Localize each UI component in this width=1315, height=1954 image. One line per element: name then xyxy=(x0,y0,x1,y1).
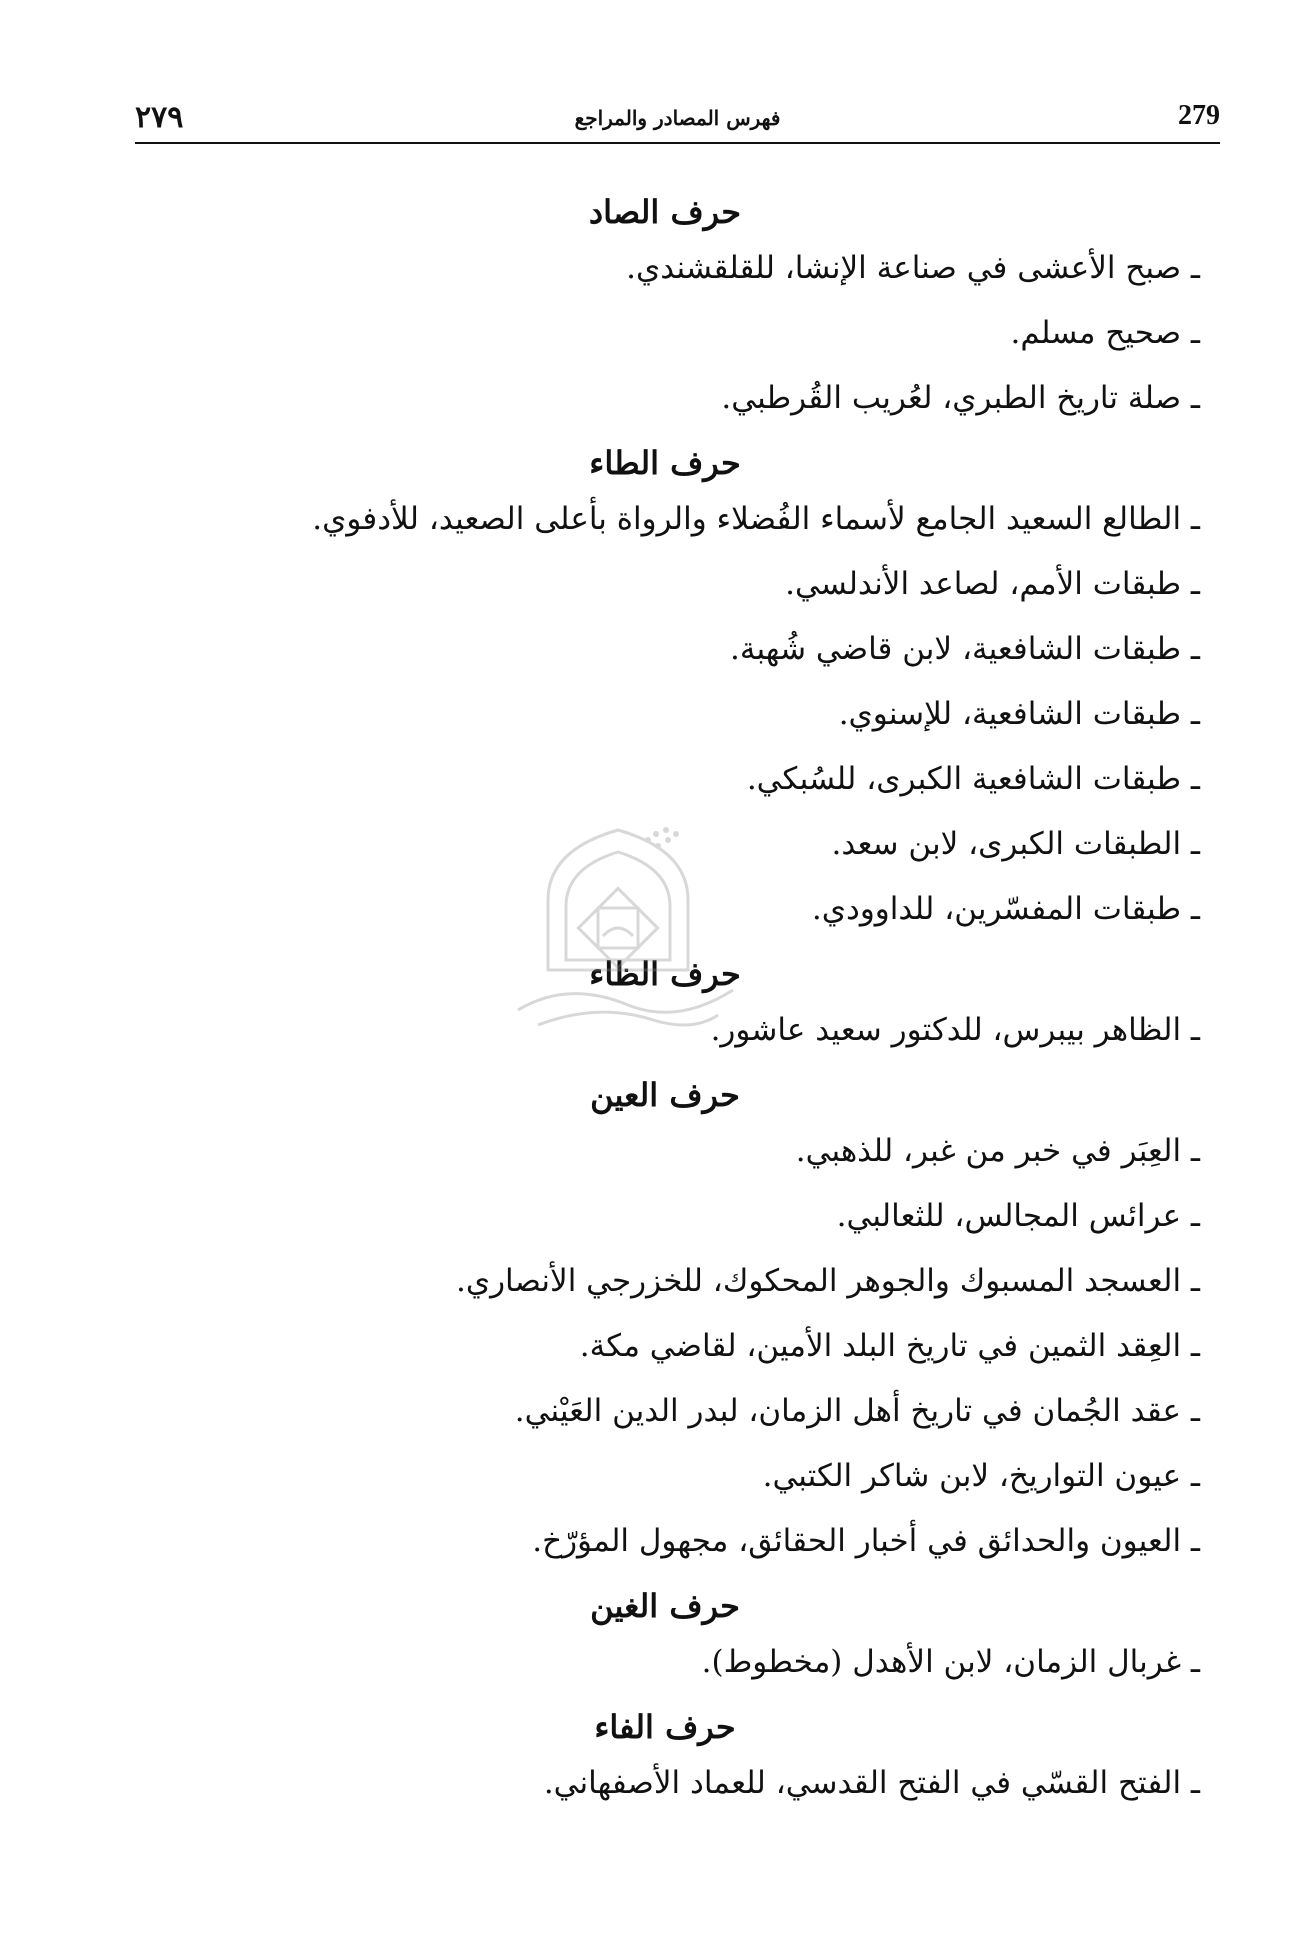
watermark-logo xyxy=(478,820,768,1050)
section-faa xyxy=(120,1705,1210,1805)
list-item: ـ عقد الجُمان في تاريخ أهل الزمان، لبدر الدين العَيْني. xyxy=(514,1393,1200,1429)
list-item: ـ العيون والحدائق في أخبار الحقائق، مجهول المؤرّخ. xyxy=(532,1523,1200,1559)
list-item: ـ صبح الأعشى في صناعة الإنشا، للقلقشندي. xyxy=(626,250,1200,286)
section-heading: حرف الظاء xyxy=(589,955,741,993)
list-item: ـ طبقات الشافعية الكبرى، للسُبكي. xyxy=(746,761,1200,797)
list-item: ـ صلة تاريخ الطبري، لعُريب القُرطبي. xyxy=(721,380,1200,416)
section-ghayn xyxy=(120,1584,1210,1684)
page-header xyxy=(135,96,1220,144)
list-item: ـ عيون التواريخ، لابن شاكر الكتبي. xyxy=(762,1458,1200,1494)
section-ayn xyxy=(120,1073,1210,1563)
list-item: ـ طبقات المفسّرين، للداوودي. xyxy=(811,891,1200,927)
list-item: ـ الطبقات الكبرى، لابن سعد. xyxy=(831,826,1200,862)
list-item: ـ العِقد الثمين في تاريخ البلد الأمين، لقاضي مكة. xyxy=(579,1328,1200,1364)
list-item: ـ عرائس المجالس، للثعالبي. xyxy=(836,1198,1200,1234)
list-item: ـ الفتح القسّي في الفتح القدسي، للعماد الأصفهاني. xyxy=(543,1765,1200,1801)
list-item: ـ العِبَر في خبر من غبر، للذهبي. xyxy=(795,1133,1200,1169)
section-heading: حرف الفاء xyxy=(594,1708,736,1746)
list-item: ـ صحيح مسلم. xyxy=(1010,315,1200,351)
list-item: ـ طبقات الشافعية، للإسنوي. xyxy=(838,696,1200,732)
list-item: ـ طبقات الشافعية، لابن قاضي شُهبة. xyxy=(729,631,1200,667)
running-title: فهرس المصادر والمراجع xyxy=(574,106,781,130)
list-item: ـ الطالع السعيد الجامع لأسماء الفُضلاء والرواة بأعلى الصعيد، للأدفوي. xyxy=(312,501,1200,537)
list-item: ـ غربال الزمان، لابن الأهدل (مخطوط). xyxy=(701,1644,1200,1680)
page-number-arabic: ٢٧٩ xyxy=(135,100,184,135)
list-item: ـ طبقات الأمم، لصاعد الأندلسي. xyxy=(785,566,1200,602)
list-item: ـ الظاهر بيبرس، للدكتور سعيد عاشور. xyxy=(710,1012,1200,1048)
list-item: ـ العسجد المسبوك والجوهر المحكوك، للخزرجي الأنصاري. xyxy=(455,1263,1200,1299)
section-heading: حرف العين xyxy=(590,1076,740,1114)
page-number-latin: 279 xyxy=(1178,100,1220,131)
section-sad xyxy=(120,190,1210,420)
section-heading: حرف الغين xyxy=(590,1587,740,1625)
section-heading: حرف الطاء xyxy=(589,444,741,482)
section-heading: حرف الصاد xyxy=(588,193,742,231)
